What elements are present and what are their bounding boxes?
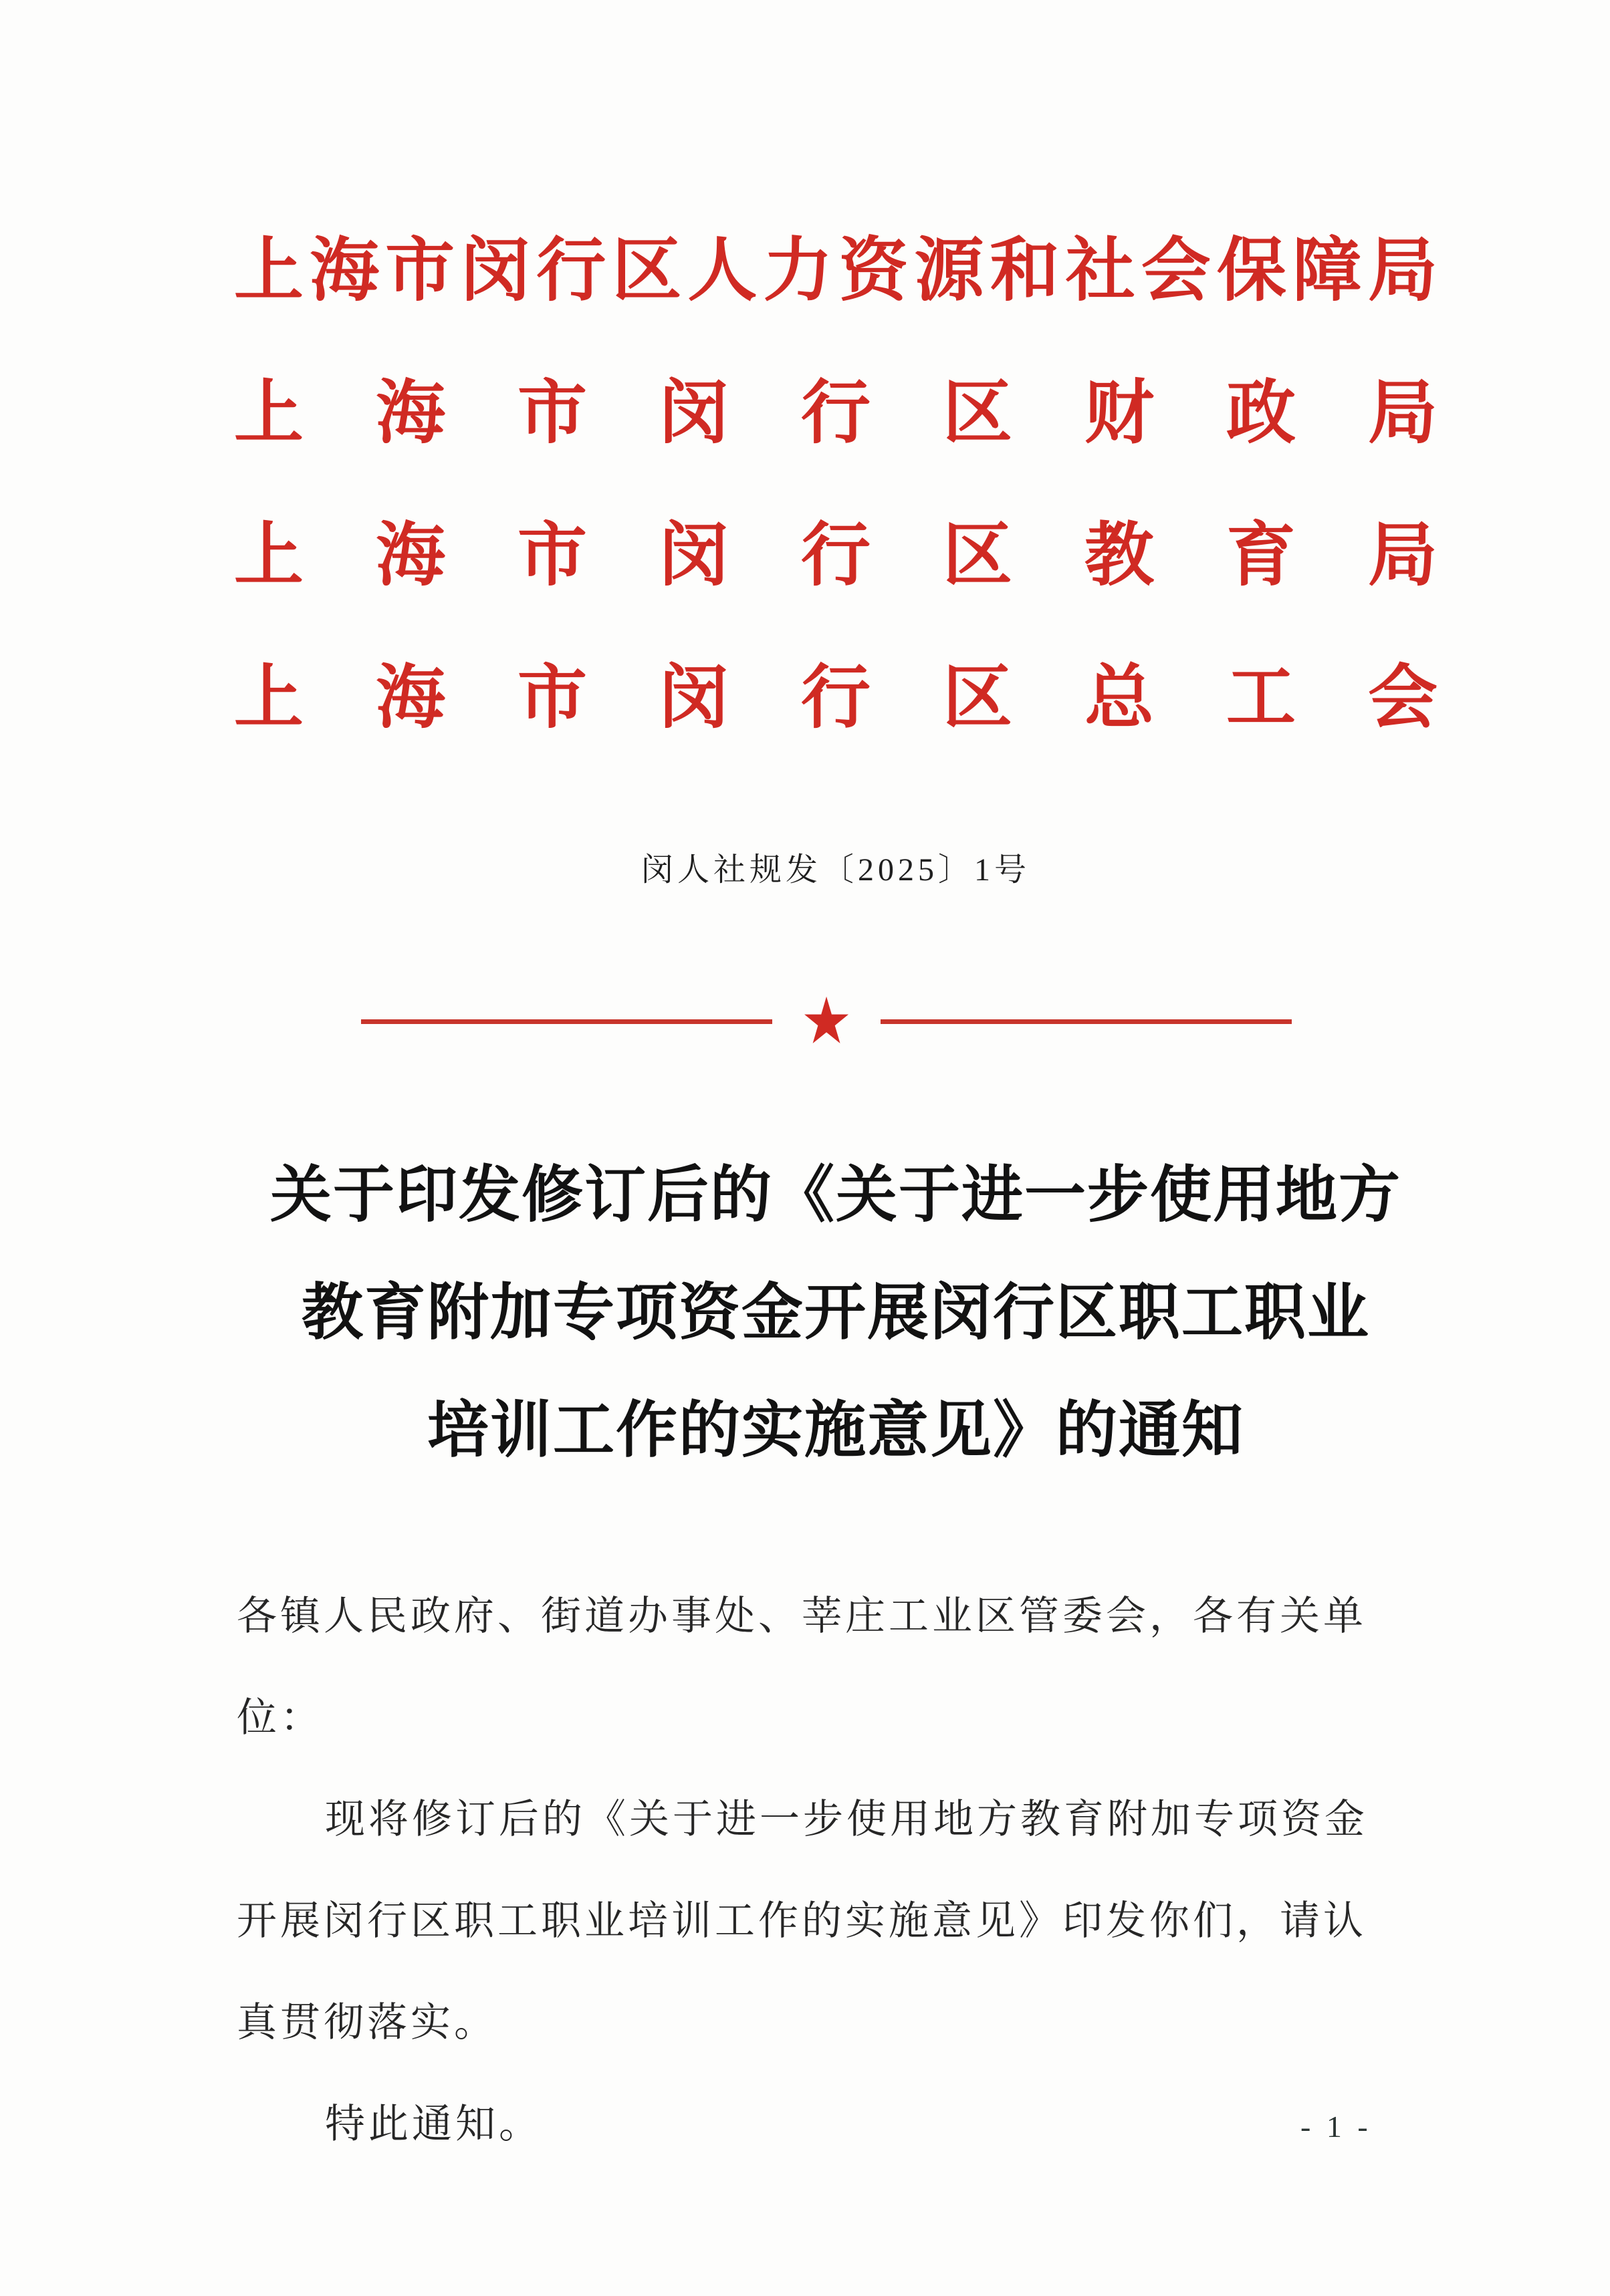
title-line-2: 教育附加专项资金开展闵行区职工职业 [301,1279,1370,1347]
paragraph-line-3: 真贯彻落实。 [237,2001,497,2045]
document-title [234,1136,1438,1489]
title-line-1: 关于印发修订后的《关于进一步使用地方 [269,1161,1401,1229]
closing-line: 特此通知。 [325,2102,542,2146]
issuing-authority-1: 上海市闵行区人力资源和社会保障局 [234,233,1438,309]
star-icon: ★ [800,984,852,1059]
paragraph-line-1: 现将修订后的《关于进一步使用地方教育附加专项资金 [325,1797,1368,1841]
issuing-authority-2: 上海市闵行区财政局 [234,375,1438,452]
issuing-authority-3: 上海市闵行区教育局 [234,517,1438,594]
issuing-authority-4: 上海市闵行区总工会 [234,660,1438,737]
divider-line-left [361,1019,772,1024]
salutation-line-1: 各镇人民政府、街道办事处、莘庄工业区管委会，各有关单 [237,1594,1367,1638]
salutation-line-2: 位： [237,1696,324,1740]
document-number: 闵人社规发〔2025〕1号 [641,852,1030,888]
document-body [237,1565,1420,2175]
letterhead [234,233,1438,802]
paragraph-line-2: 开展闵行区职工职业培训工作的实施意见》印发你们，请认 [237,1899,1367,1943]
document-content [234,0,1438,2296]
red-divider [361,984,1292,1059]
divider-line-right [881,1019,1292,1024]
title-line-3: 培训工作的实施意见》的通知 [427,1396,1244,1464]
page-number: - 1 - [1300,2110,1372,2144]
